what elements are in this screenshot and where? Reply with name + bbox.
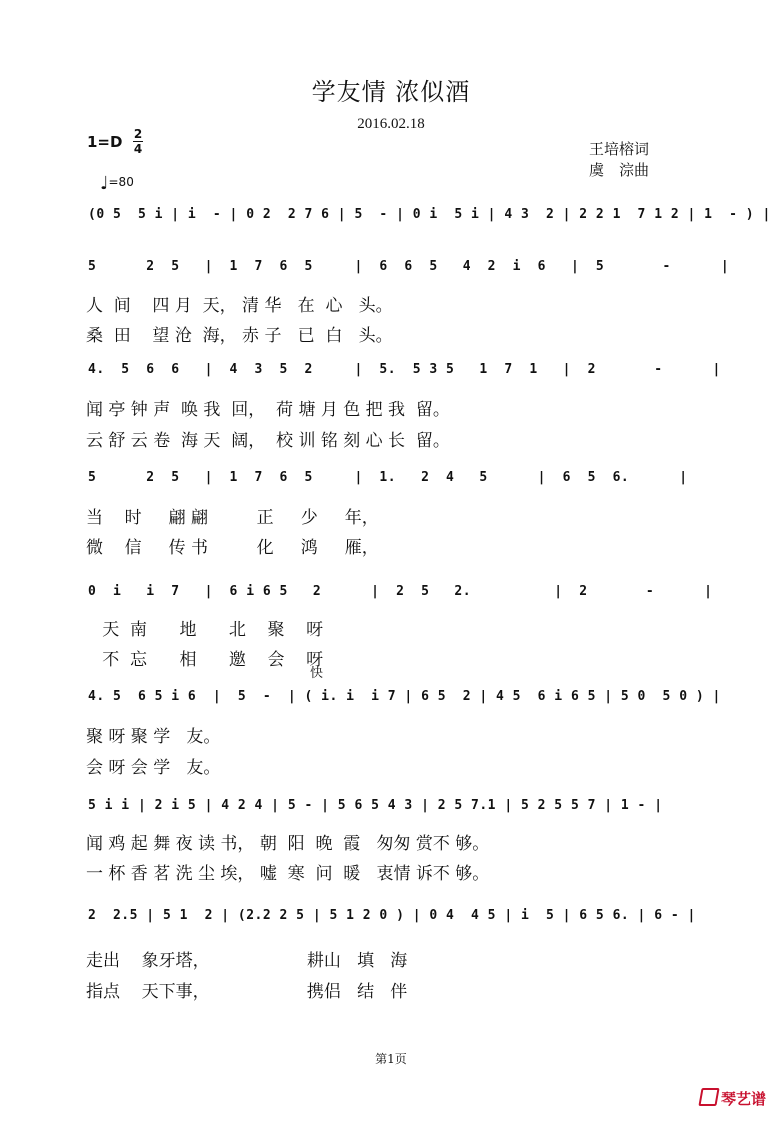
lyric-line-8-verse-1: 走出 象牙塔， 耕山 填 海 [86, 951, 408, 971]
lyric-line-2-verse-2: 桑 田 望 沧 海， 赤 子 已 白 头。 [86, 326, 393, 346]
notation-line-5: 0 i i 7 | 6 i 6 5 2 | 2 5 2. | 2 - | [88, 584, 713, 599]
lyric-line-3-verse-2: 云 舒 云 卷 海 天 阔， 校 训 铭 刻 心 长 留。 [86, 431, 450, 451]
meter-top: 2 [133, 127, 143, 141]
notation-line-8: 2 2.5 | 5 1 2 | (2.2 2 5 | 5 1 2 0 ) | 0 4 4 5 | i 5 | 6 5 6. | 6 - | [88, 908, 696, 923]
lyric-line-6-verse-1: 聚 呀 聚 学 友。 [86, 727, 221, 747]
site-logo[interactable] [700, 1088, 766, 1109]
time-signature [133, 128, 143, 155]
lyric-line-7-verse-1: 闻 鸡 起 舞 夜 读 书， 朝 阳 晚 霞 匆匆 赏不 够。 [86, 834, 490, 854]
lyric-line-2-verse-1: 人 间 四 月 天， 清 华 在 心 头。 [86, 296, 393, 316]
lyric-line-5-verse-1: 天 南 地 北 聚 呀 [86, 620, 324, 640]
lyricist-credit: 王培榕词 [589, 140, 650, 158]
key-signature: 1=D [87, 133, 123, 151]
date: 2016.02.18 [357, 116, 425, 132]
lyric-line-7-verse-2: 一 杯 香 茗 洗 尘 埃， 嘘 寒 问 暖 衷情 诉不 够。 [86, 864, 490, 884]
lyric-line-8-verse-2: 指点 天下事， 携侣 结 伴 [86, 982, 408, 1002]
page-number: 第1页 [375, 1052, 407, 1066]
lyric-line-6-verse-2: 会 呀 会 学 友。 [86, 758, 221, 778]
composer-credit: 虞 淙曲 [589, 161, 650, 179]
meter-bottom: 4 [133, 142, 143, 156]
lyric-line-3-verse-1: 闻 亭 钟 声 唤 我 回， 荷 塘 月 色 把 我 留。 [86, 400, 450, 420]
qinyipu-logo-icon [698, 1088, 719, 1106]
lyric-line-5-verse-2: 不 忘 相 邀 会 呀 [86, 650, 324, 670]
notation-line-6: 4. 5 6 5 i 6 | 5 - | ( i. i i 7 | 6 5 2 | 4 5 6 i 6 5 | 5 0 5 0 ) | [88, 689, 721, 704]
notation-line-7: 5 i i | 2 i 5 | 4 2 4 | 5 - | 5 6 5 4 3 | 2 5 7.1 | 5 2 5 5 7 | 1 - | [88, 798, 663, 813]
notation-line-2: 5 2 5 | 1 7 6 5 | 6 6 5 4 2 i 6 | 5 - | [88, 259, 730, 274]
logo-text: 琴艺谱 [721, 1090, 767, 1108]
lyric-line-4-verse-2: 微 信 传 书 化 鸿 雁， [86, 538, 379, 558]
lyric-line-4-verse-1: 当 时 翩 翩 正 少 年， [86, 508, 379, 528]
tempo-marking: 快 [310, 666, 324, 681]
notation-line-3: 4. 5 6 6 | 4 3 5 2 | 5. 5 3 5 1 7 1 | 2 - | [88, 362, 721, 377]
notation-line-4: 5 2 5 | 1 7 6 5 | 1. 2 4 5 | 6 5 6. | [88, 470, 688, 485]
notation-line-1: (0 5 5 i | i - | 0 2 2 7 6 | 5 - | 0 i 5 i | 4 3 2 | 2 2 1 7 1 2 | 1 - ) | [88, 207, 771, 222]
tempo-value: =80 [108, 175, 134, 189]
tempo [100, 170, 134, 194]
quarter-note-icon: ♩ [100, 173, 109, 194]
page-title: 学友情 浓似酒 [311, 78, 471, 106]
